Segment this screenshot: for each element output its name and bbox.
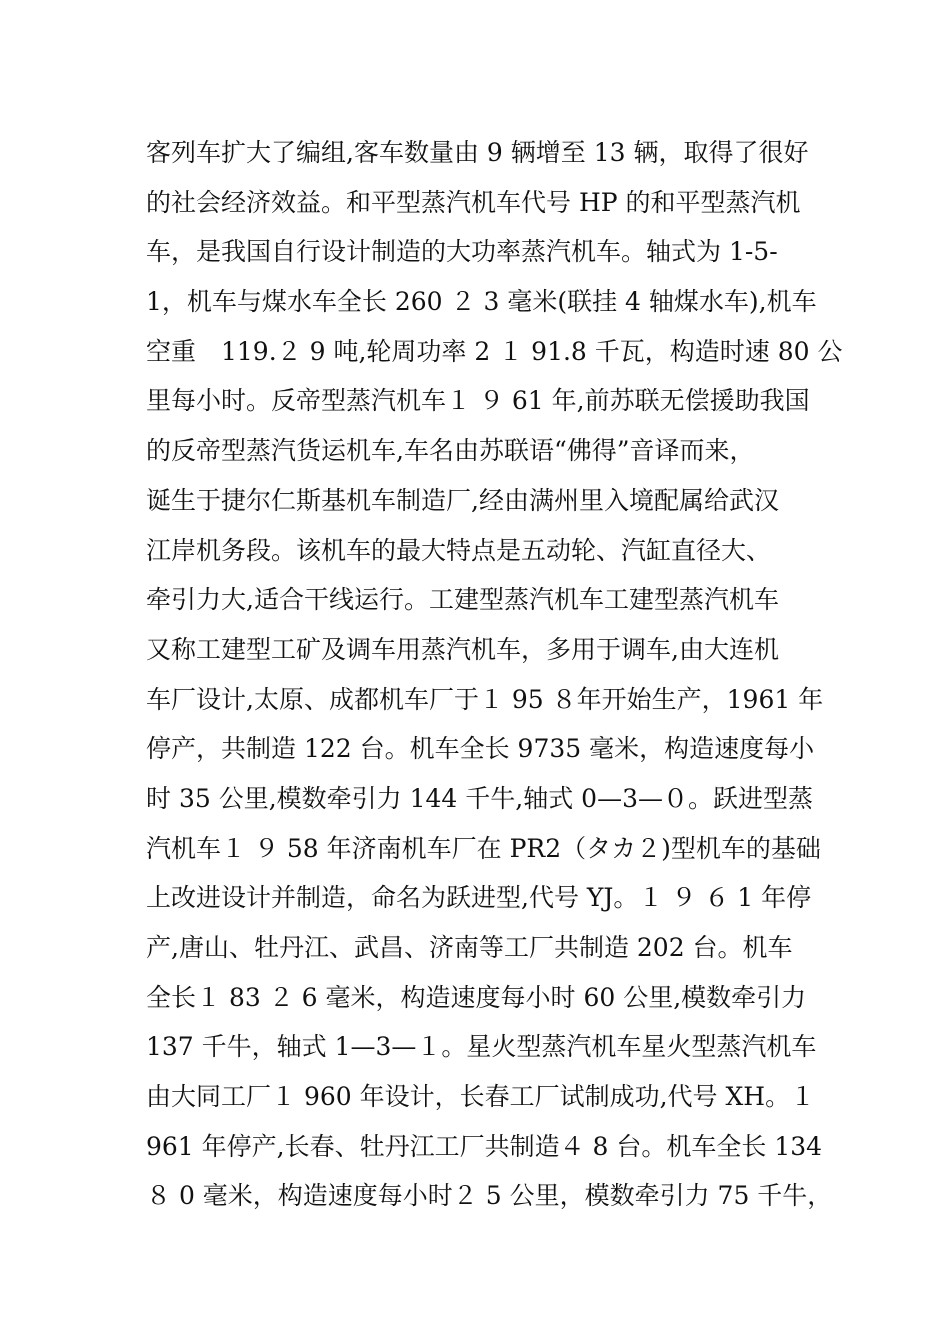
text-line: 空重 119.２ 9 吨,轮周功率 2 １ 91.8 千瓦，构造时速 80 公 <box>146 336 843 366</box>
text-line: 汽机车１ ９ 58 年济南机车厂在 PR2（タカ２)型机车的基础 <box>146 833 821 863</box>
text-line: 江岸机务段。该机车的最大特点是五动轮、汽缸直径大、 <box>146 535 772 565</box>
text-line: 时 35 公里,模数牵引力 144 千牛,轴式 0—3—０。跃进型蒸 <box>146 783 813 813</box>
text-line: 961 年停产,长春、牡丹江工厂共制造４ 8 台。机车全长 134 <box>146 1131 823 1161</box>
text-line: 137 千牛，轴式 1—3—１。星火型蒸汽机车星火型蒸汽机车 <box>146 1032 817 1062</box>
text-line: 诞生于捷尔仁斯基机车制造厂,经由满州里入境配属给武汉 <box>146 485 779 515</box>
text-line: 停产，共制造 122 台。机车全长 9735 毫米，构造速度每小 <box>146 734 815 764</box>
text-line: 车，是我国自行设计制造的大功率蒸汽机车。轴式为 1-5- <box>146 237 778 267</box>
text-line: 的反帝型蒸汽货运机车,车名由苏联语“佛得”音译而来， <box>146 436 755 466</box>
text-line: 又称工建型工矿及调车用蒸汽机车，多用于调车,由大连机 <box>146 634 779 664</box>
text-line: 产,唐山、牡丹江、武昌、济南等工厂共制造 202 台。机车 <box>146 933 793 962</box>
text-line: 车厂设计,太原、成都机车厂于１ 95 ８年开始生产，1961 年 <box>146 684 824 714</box>
body-paragraph <box>146 128 843 1221</box>
text-line: 牵引力大,适合干线运行。工建型蒸汽机车工建型蒸汽机车 <box>146 585 779 615</box>
text-line: 上改进设计并制造，命名为跃进型,代号 YJ。１ ９ ６ 1 年停 <box>146 883 812 913</box>
text-line: ８ 0 毫米，构造速度每小时２ 5 公里，模数牵引力 75 千牛， <box>146 1181 833 1211</box>
text-line: 全长１ 83 ２ 6 毫米，构造速度每小时 60 公里,模数牵引力 <box>146 982 807 1012</box>
text-line: 客列车扩大了编组,客车数量由 9 辆增至 13 辆，取得了很好 <box>146 138 809 167</box>
text-line: 由大同工厂１ 960 年设计，长春工厂试制成功,代号 XH。１ <box>146 1082 816 1112</box>
text-line: 1，机车与煤水车全长 260 ２ 3 毫米(联挂 4 轴煤水车),机车 <box>146 287 817 317</box>
text-line: 的社会经济效益。和平型蒸汽机车代号 HP 的和平型蒸汽机 <box>146 187 801 217</box>
text-line: 里每小时。反帝型蒸汽机车１ ９ 61 年,前苏联无偿援助我国 <box>146 386 810 416</box>
